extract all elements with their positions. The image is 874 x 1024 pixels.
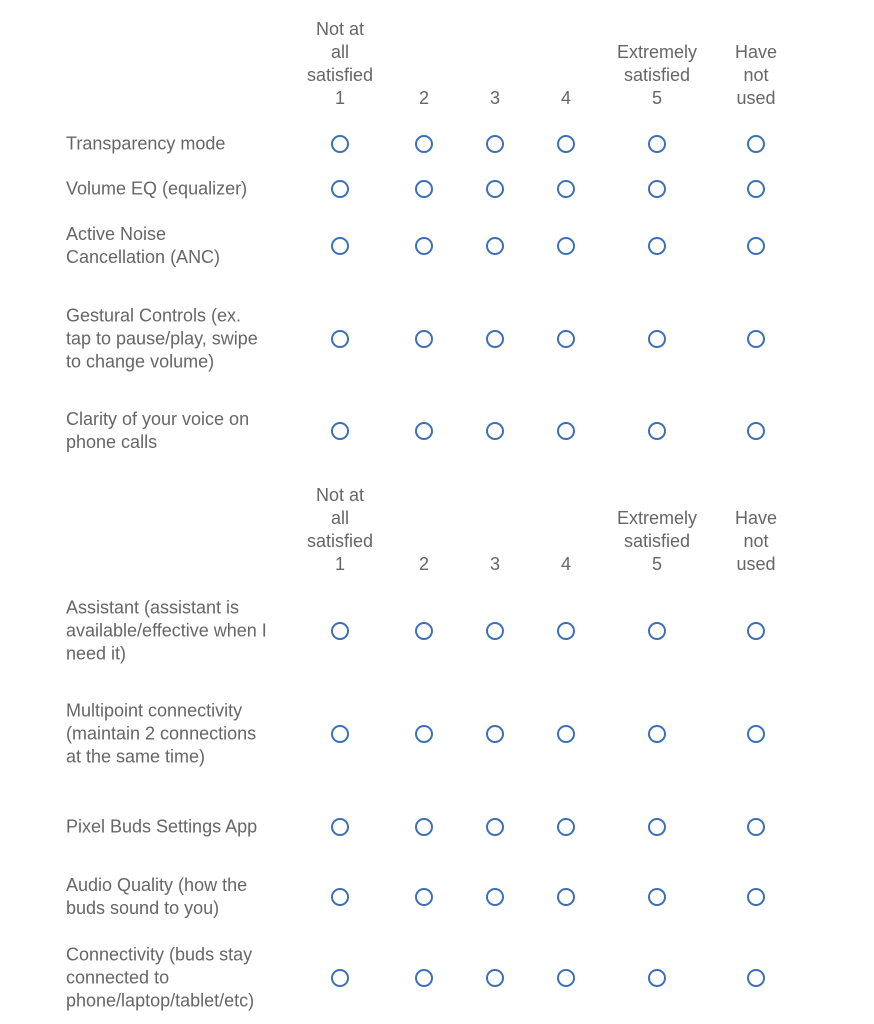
question-label: Clarity of your voice on phone calls — [66, 409, 250, 452]
radio-option-not-used[interactable] — [747, 135, 765, 153]
radio-option-3[interactable] — [486, 422, 504, 440]
radio-option-4[interactable] — [557, 969, 575, 987]
question-row — [0, 792, 874, 862]
radio-option-4[interactable] — [557, 622, 575, 640]
question-row — [0, 211, 874, 281]
radio-option-3[interactable] — [486, 180, 504, 198]
radio-option-4[interactable] — [557, 818, 575, 836]
radio-option-not-used[interactable] — [747, 969, 765, 987]
radio-option-3[interactable] — [486, 888, 504, 906]
header-1: Not at all satisfied 1 — [306, 19, 374, 108]
question-label: Gestural Controls (ex. tap to pause/play, swipe to change volume) — [66, 305, 258, 371]
radio-option-1[interactable] — [331, 135, 349, 153]
question-label: Connectivity (buds stay connected to phone/laptop/tablet/etc) — [66, 944, 255, 1011]
radio-option-not-used[interactable] — [747, 725, 765, 743]
radio-option-not-used[interactable] — [747, 888, 765, 906]
header-not-used: Have not used — [734, 42, 778, 108]
radio-option-4[interactable] — [557, 422, 575, 440]
question-label: Assistant (assistant is available/effective when I need it) — [66, 597, 267, 664]
radio-option-3[interactable] — [486, 725, 504, 743]
radio-option-5[interactable] — [648, 969, 666, 987]
radio-option-not-used[interactable] — [747, 237, 765, 255]
radio-option-5[interactable] — [648, 818, 666, 836]
header-3: 3 — [489, 554, 501, 574]
question-label: Volume EQ (equalizer) — [66, 178, 248, 199]
radio-option-3[interactable] — [486, 135, 504, 153]
radio-option-3[interactable] — [486, 622, 504, 640]
radio-option-2[interactable] — [415, 422, 433, 440]
radio-option-1[interactable] — [331, 237, 349, 255]
radio-option-2[interactable] — [415, 725, 433, 743]
radio-option-not-used[interactable] — [747, 622, 765, 640]
question-row — [0, 121, 874, 167]
radio-option-1[interactable] — [331, 888, 349, 906]
radio-option-1[interactable] — [331, 422, 349, 440]
question-label: Transparency mode — [66, 133, 226, 154]
radio-option-4[interactable] — [557, 237, 575, 255]
radio-option-5[interactable] — [648, 622, 666, 640]
question-row — [0, 676, 874, 792]
radio-option-3[interactable] — [486, 330, 504, 348]
radio-option-3[interactable] — [486, 969, 504, 987]
question-label: Multipoint connectivity (maintain 2 connections at the same time) — [66, 700, 257, 767]
radio-option-5[interactable] — [648, 422, 666, 440]
header-4: 4 — [560, 88, 572, 108]
radio-option-5[interactable] — [648, 135, 666, 153]
radio-option-1[interactable] — [331, 969, 349, 987]
header-5: Extremely satisfied 5 — [616, 508, 698, 574]
radio-option-4[interactable] — [557, 180, 575, 198]
radio-option-5[interactable] — [648, 888, 666, 906]
radio-option-5[interactable] — [648, 330, 666, 348]
radio-option-4[interactable] — [557, 725, 575, 743]
question-row — [0, 586, 874, 676]
radio-option-3[interactable] — [486, 237, 504, 255]
question-row — [0, 862, 874, 932]
header-3: 3 — [489, 88, 501, 108]
radio-option-1[interactable] — [331, 725, 349, 743]
radio-option-2[interactable] — [415, 237, 433, 255]
question-label: Active Noise Cancellation (ANC) — [66, 224, 221, 267]
question-label: Pixel Buds Settings App — [66, 816, 258, 837]
question-row — [0, 167, 874, 211]
radio-option-1[interactable] — [331, 180, 349, 198]
radio-option-2[interactable] — [415, 969, 433, 987]
radio-option-not-used[interactable] — [747, 180, 765, 198]
scale-header — [0, 19, 874, 110]
radio-option-1[interactable] — [331, 330, 349, 348]
radio-option-2[interactable] — [415, 180, 433, 198]
header-1: Not at all satisfied 1 — [306, 485, 374, 574]
radio-option-2[interactable] — [415, 622, 433, 640]
radio-option-not-used[interactable] — [747, 818, 765, 836]
radio-option-5[interactable] — [648, 725, 666, 743]
question-row — [0, 932, 874, 1024]
question-row — [0, 281, 874, 396]
radio-option-3[interactable] — [486, 818, 504, 836]
question-row — [0, 396, 874, 466]
header-2: 2 — [418, 88, 430, 108]
radio-option-4[interactable] — [557, 888, 575, 906]
radio-option-4[interactable] — [557, 330, 575, 348]
radio-option-4[interactable] — [557, 135, 575, 153]
header-not-used: Have not used — [734, 508, 778, 574]
radio-option-1[interactable] — [331, 622, 349, 640]
radio-option-2[interactable] — [415, 888, 433, 906]
radio-option-not-used[interactable] — [747, 422, 765, 440]
header-2: 2 — [418, 554, 430, 574]
radio-option-2[interactable] — [415, 330, 433, 348]
radio-option-2[interactable] — [415, 818, 433, 836]
radio-option-5[interactable] — [648, 237, 666, 255]
scale-header — [0, 485, 874, 576]
header-4: 4 — [560, 554, 572, 574]
radio-option-1[interactable] — [331, 818, 349, 836]
radio-option-2[interactable] — [415, 135, 433, 153]
radio-option-not-used[interactable] — [747, 330, 765, 348]
radio-option-5[interactable] — [648, 180, 666, 198]
header-5: Extremely satisfied 5 — [616, 42, 698, 108]
question-label: Audio Quality (how the buds sound to you) — [66, 875, 248, 918]
